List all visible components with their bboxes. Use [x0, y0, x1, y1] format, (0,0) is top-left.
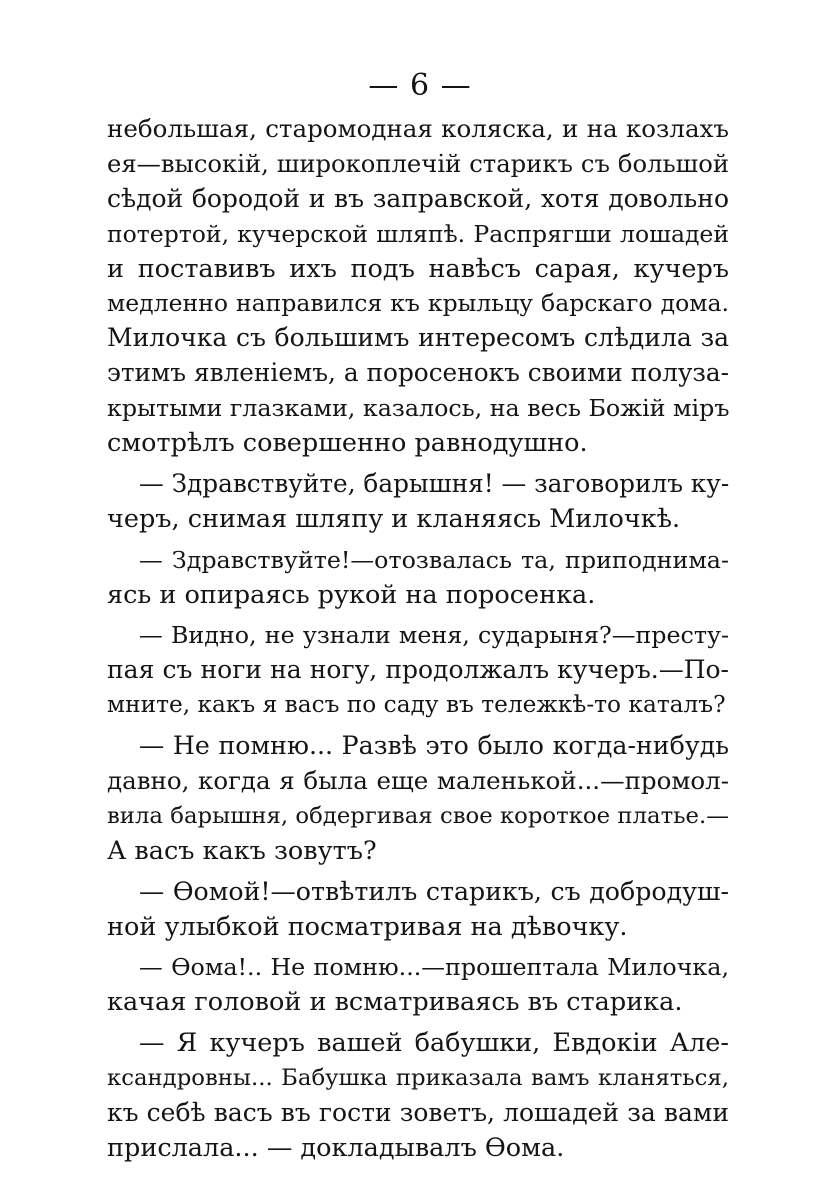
page-number: — 6 —: [368, 68, 472, 103]
text-line: Милочка съ большимъ интересомъ слѣдила за: [107, 323, 729, 353]
text-line: — Ѳома!.. Не помню...—прошептала Милочка,: [139, 953, 729, 982]
text-line: небольшая, старомодная коляска, и на козлахъ: [107, 114, 729, 143]
text-line: — Ѳомой!—отвѣтилъ старикъ, съ добродуш-: [139, 876, 729, 906]
text-line: — Видно, не узнали меня, сударыня?—престу-: [139, 621, 729, 650]
text-line: ной улыбкой посматривая на дѣвочку.: [107, 911, 628, 942]
text-line: крытыми глазками, казалось, на весь Божій міръ: [107, 394, 730, 423]
text-line: — Здравствуйте, барышня! — заговорилъ ку-: [139, 468, 730, 498]
text-line: ксандровны... Бабушка приказала вамъ кланяться,: [107, 1065, 729, 1092]
text-line: — Здравствуйте!—отозвалась та, приподнима-: [139, 545, 729, 574]
text-line: качая головой и всматриваясь въ старика.: [107, 987, 683, 1018]
text-line: сѣдой бородой и въ заправской, хотя довольно: [107, 183, 729, 213]
text-line: черъ, снимая шляпу и кланяясь Милочкѣ.: [107, 503, 681, 534]
text-line: — Не помню... Развѣ это было когда-нибудь: [139, 731, 729, 761]
text-line: давно, когда я была еще маленькой...—промол-: [107, 766, 729, 796]
paragraph: [107, 467, 729, 537]
paragraph: [107, 543, 729, 613]
text-line: потертой, кучерской шляпѣ. Распрягши лошадей: [107, 219, 729, 248]
text-line: медленно направился къ крыльцу барскаго дома.: [107, 289, 729, 318]
text-line: ея—высокій, широкоплечій старикъ съ большой: [107, 148, 729, 178]
paragraph: [107, 112, 729, 461]
text-line: мните, какъ я васъ по саду въ тележкѣ-то каталъ?: [107, 691, 726, 719]
body-text: [107, 112, 729, 1166]
paragraph: [107, 1026, 729, 1166]
paragraph: [107, 729, 729, 869]
text-line: этимъ явленіемъ, а поросенокъ своими полуза-: [107, 358, 729, 388]
text-line: вила барышня, обдергивая свое короткое платье.—: [107, 802, 729, 829]
text-line: — Я кучеръ вашей бабушки, Евдокіи Але-: [139, 1028, 729, 1059]
paragraph: [107, 875, 729, 945]
paragraph: [107, 950, 729, 1020]
paragraph: [107, 618, 729, 723]
text-line: А васъ какъ зовутъ?: [107, 835, 377, 866]
text-line: прислала... — докладывалъ Ѳома.: [107, 1132, 565, 1163]
text-line: смотрѣлъ совершенно равнодушно.: [107, 428, 588, 459]
text-line: и поставивъ ихъ подъ навѣсъ сарая, кучеръ: [107, 253, 729, 284]
text-line: къ себѣ васъ въ гости зоветъ, лошадей за вами: [107, 1098, 729, 1128]
text-line: пая съ ноги на ногу, продолжалъ кучеръ.—По-: [107, 655, 729, 685]
text-line: ясь и опираясь рукой на поросенка.: [107, 579, 596, 610]
